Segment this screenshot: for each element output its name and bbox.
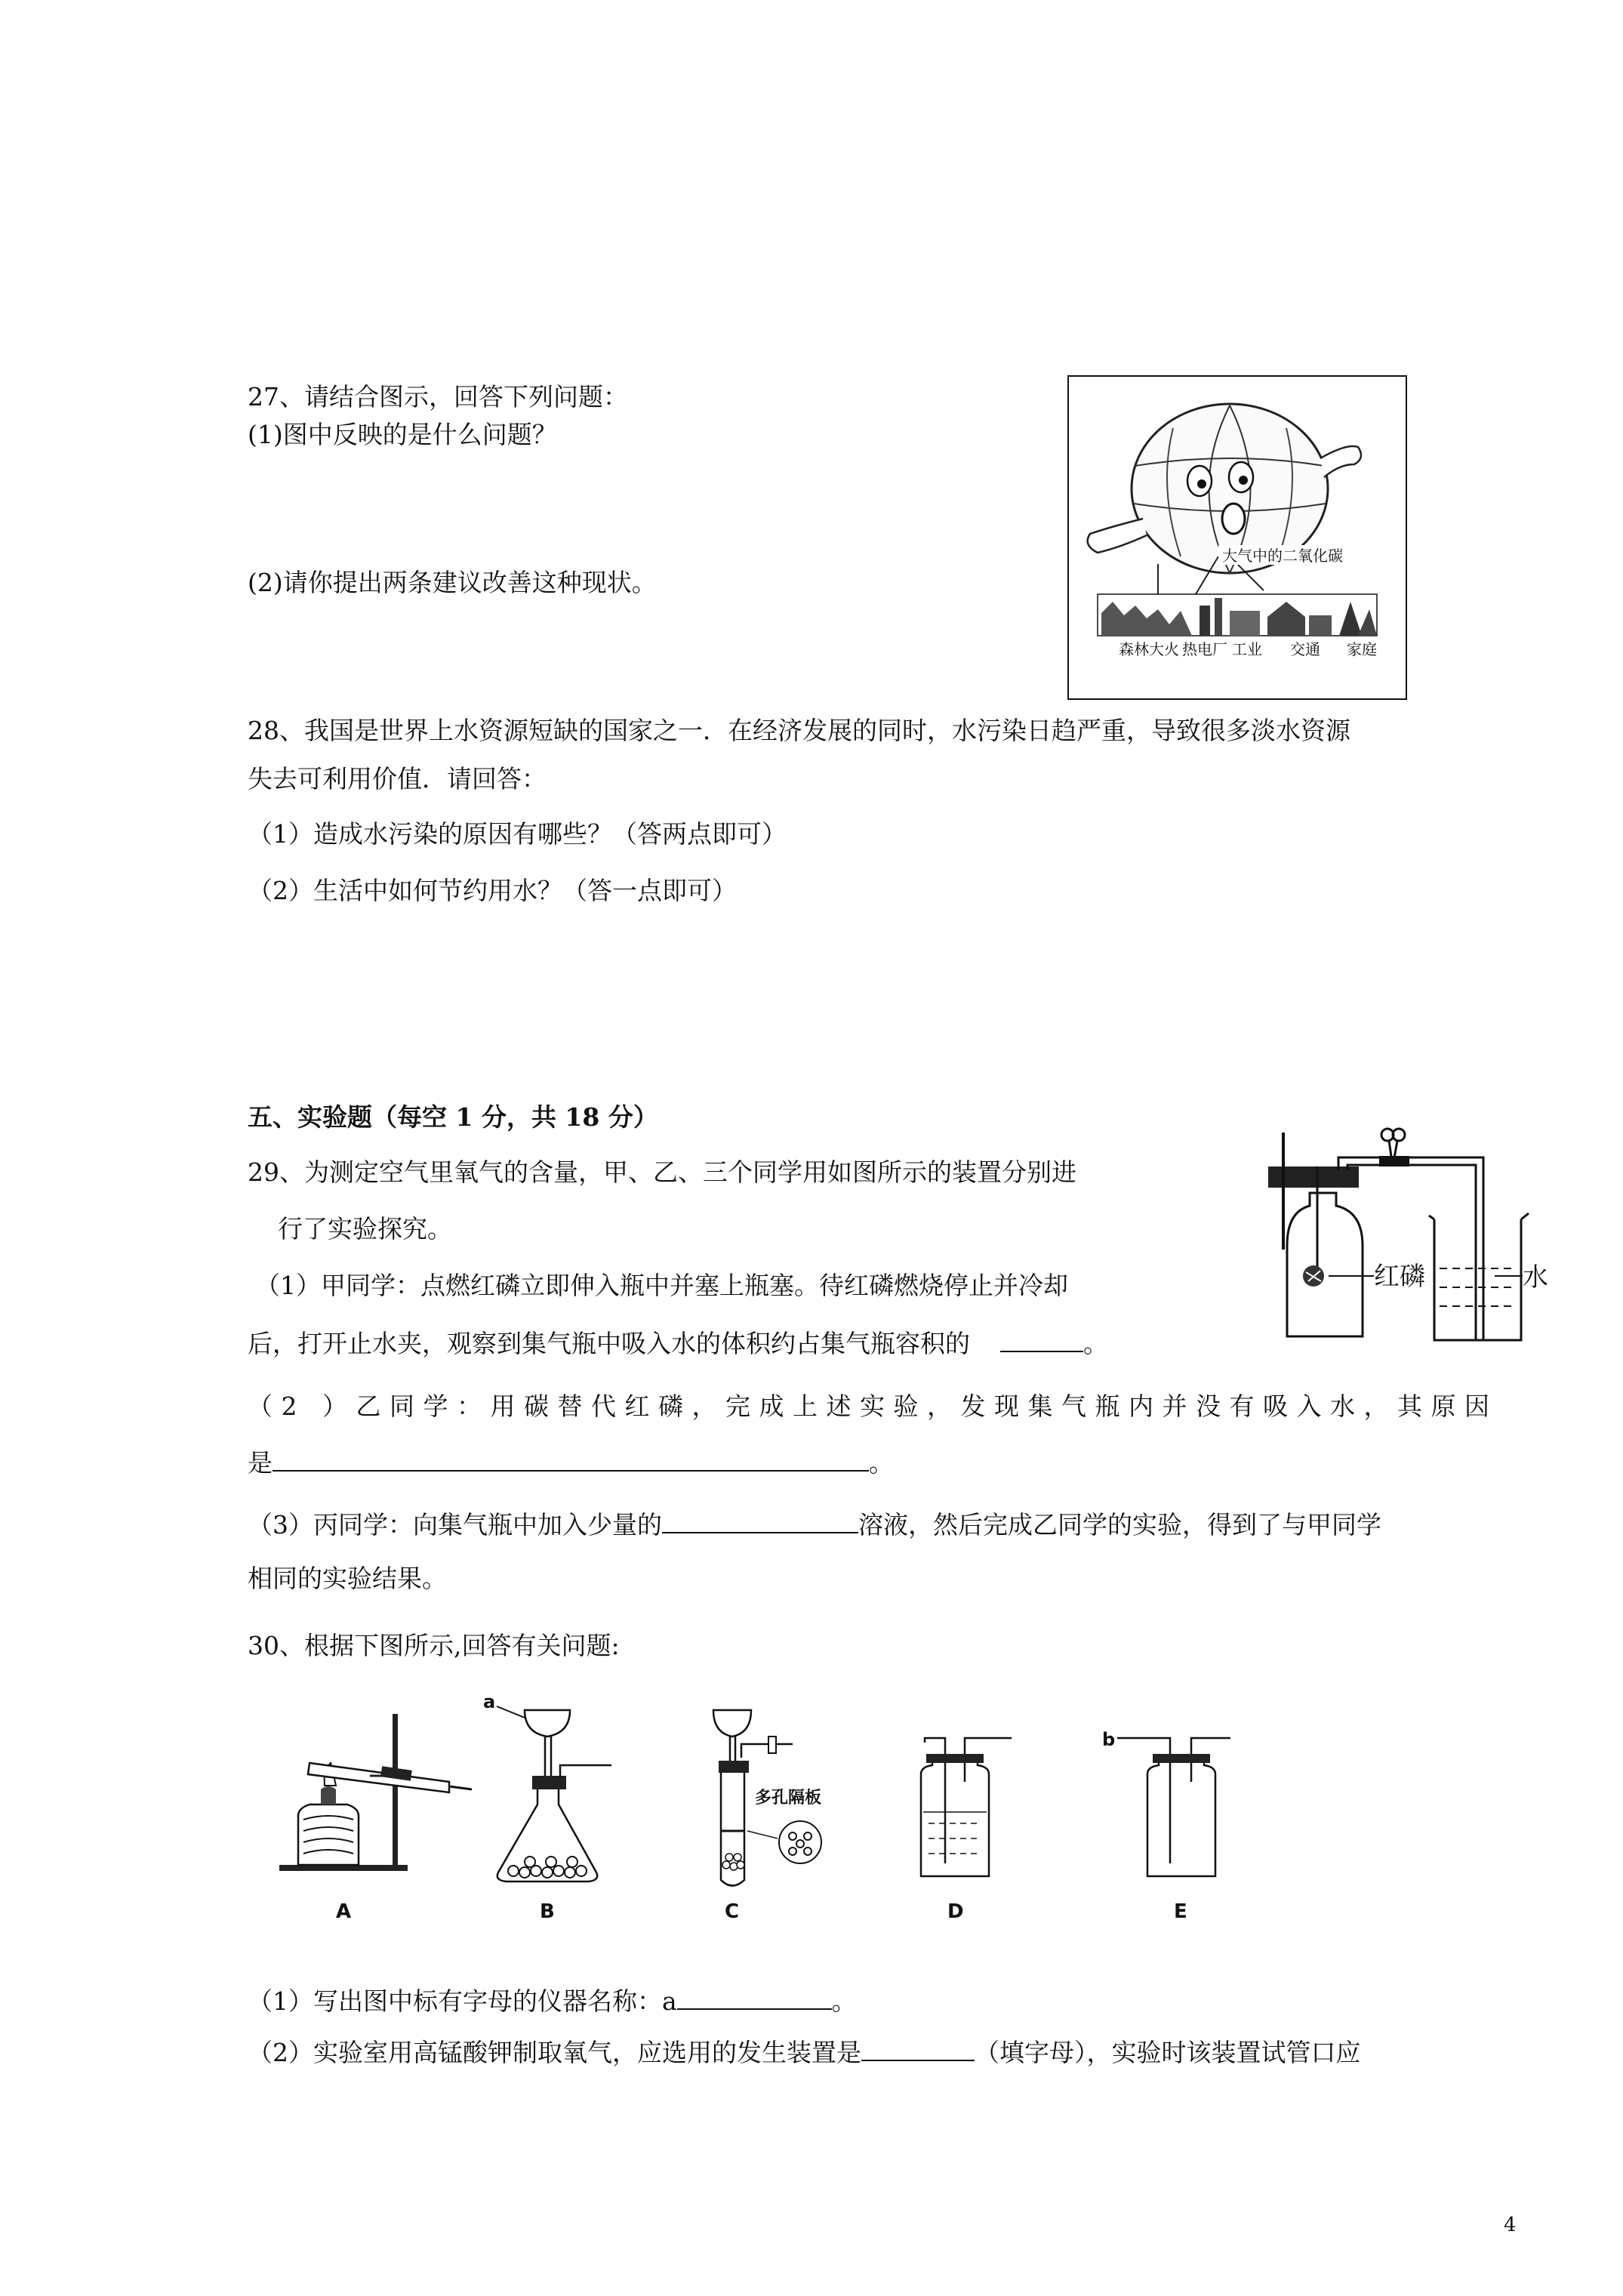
q29-blank-2[interactable]	[273, 1446, 869, 1472]
q29-blank-3[interactable]	[662, 1508, 858, 1533]
oxygen-measurement-apparatus	[1242, 1121, 1559, 1348]
q30-blank-2[interactable]	[861, 2036, 975, 2061]
q27-stem: 27、请结合图示，回答下列问题：	[248, 382, 628, 411]
page-number: 4	[1504, 2214, 1517, 2236]
label-red-phosphorus: 红磷	[1374, 1262, 1425, 1292]
label-power-plant: 热电厂	[1182, 640, 1227, 658]
q28-part1: （1）造成水污染的原因有哪些？（答两点即可）	[248, 819, 787, 849]
label-A: A	[336, 1900, 352, 1923]
label-traffic: 交通	[1290, 640, 1320, 658]
marker-b: b	[1102, 1729, 1116, 1750]
q27-part2: (2)请你提出两条建议改善这种现状。	[248, 568, 657, 597]
co2-banner-text: 大气中的二氧化碳	[1222, 547, 1343, 565]
q29-stem-line1: 29、为测定空气里氧气的含量，甲、乙、三个同学用如图所示的装置分别进	[248, 1157, 1076, 1187]
q29-part2-line1: （2 ）乙同学：用碳替代红磷，完成上述实验，发现集气瓶内并没有吸入水，其原因	[248, 1391, 1498, 1421]
label-E: E	[1174, 1900, 1187, 1923]
gas-preparation-apparatus	[264, 1691, 1321, 1940]
q29-part3-line1: （3）丙同学：向集气瓶中加入少量的 溶液，然后完成乙同学的实验，得到了与甲同学	[248, 1508, 1381, 1540]
q30-blank-1[interactable]	[677, 1984, 832, 2010]
apparatus-E	[1102, 1729, 1230, 1923]
q29-stem-line2: 行了实验探究。	[278, 1214, 452, 1244]
q29-blank-1[interactable]	[1000, 1327, 1083, 1352]
q29-part1-line1: （1）甲同学：点燃红磷立即伸入瓶中并塞上瓶塞。待红磷燃烧停止并冷却	[255, 1271, 1068, 1300]
q29-part1-line2: 后，打开止水夹，观察到集气瓶中吸入水的体积约占集气瓶容积的 。	[248, 1327, 1108, 1359]
label-B: B	[540, 1900, 555, 1923]
label-industry: 工业	[1232, 640, 1262, 658]
q30-figure-apparatus-row	[264, 1691, 1321, 1940]
q28-stem-line1: 28、我国是世界上水资源短缺的国家之一．在经济发展的同时，水污染日趋严重，导致很多淡水资源	[248, 716, 1350, 745]
q29-figure-apparatus	[1242, 1121, 1559, 1348]
earth-cartoon-illustration	[1067, 375, 1407, 700]
label-home: 家庭	[1347, 640, 1377, 658]
q27-part1: (1)图中反映的是什么问题？	[248, 420, 557, 449]
label-D: D	[947, 1900, 964, 1923]
q29-part1-text: 后，打开止水夹，观察到集气瓶中吸入水的体积约占集气瓶容积的	[248, 1329, 970, 1358]
label-porous-plate: 多孔隔板	[755, 1789, 822, 1808]
label-forest-fire: 森林大火	[1119, 640, 1179, 658]
apparatus-B	[483, 1691, 611, 1923]
label-water: 水	[1523, 1262, 1548, 1293]
q27-figure-earth-cartoon	[1067, 375, 1407, 700]
q30-stem: 30、根据下图所示,回答有关问题:	[248, 1631, 620, 1660]
apparatus-A	[279, 1714, 472, 1923]
q29-part2-line2: 是 。	[248, 1446, 894, 1478]
section-5-title: 五、实验题（每空 1 分，共 18 分）	[248, 1102, 658, 1132]
apparatus-C	[713, 1710, 821, 1923]
q30-part1: （1）写出图中标有字母的仪器名称：a 。	[248, 1984, 857, 2017]
apparatus-D	[921, 1738, 1012, 1923]
q30-part2: （2）实验室用高锰酸钾制取氧气，应选用的发生装置是 （填字母），实验时该装置试管口应	[248, 2036, 1361, 2068]
q28-part2: （2）生活中如何节约用水？（答一点即可）	[248, 876, 737, 905]
label-C: C	[725, 1900, 740, 1923]
marker-a: a	[483, 1691, 496, 1712]
q28-stem-line2: 失去可利用价值．请回答：	[248, 764, 547, 794]
q29-part3-line2: 相同的实验结果。	[248, 1564, 447, 1593]
